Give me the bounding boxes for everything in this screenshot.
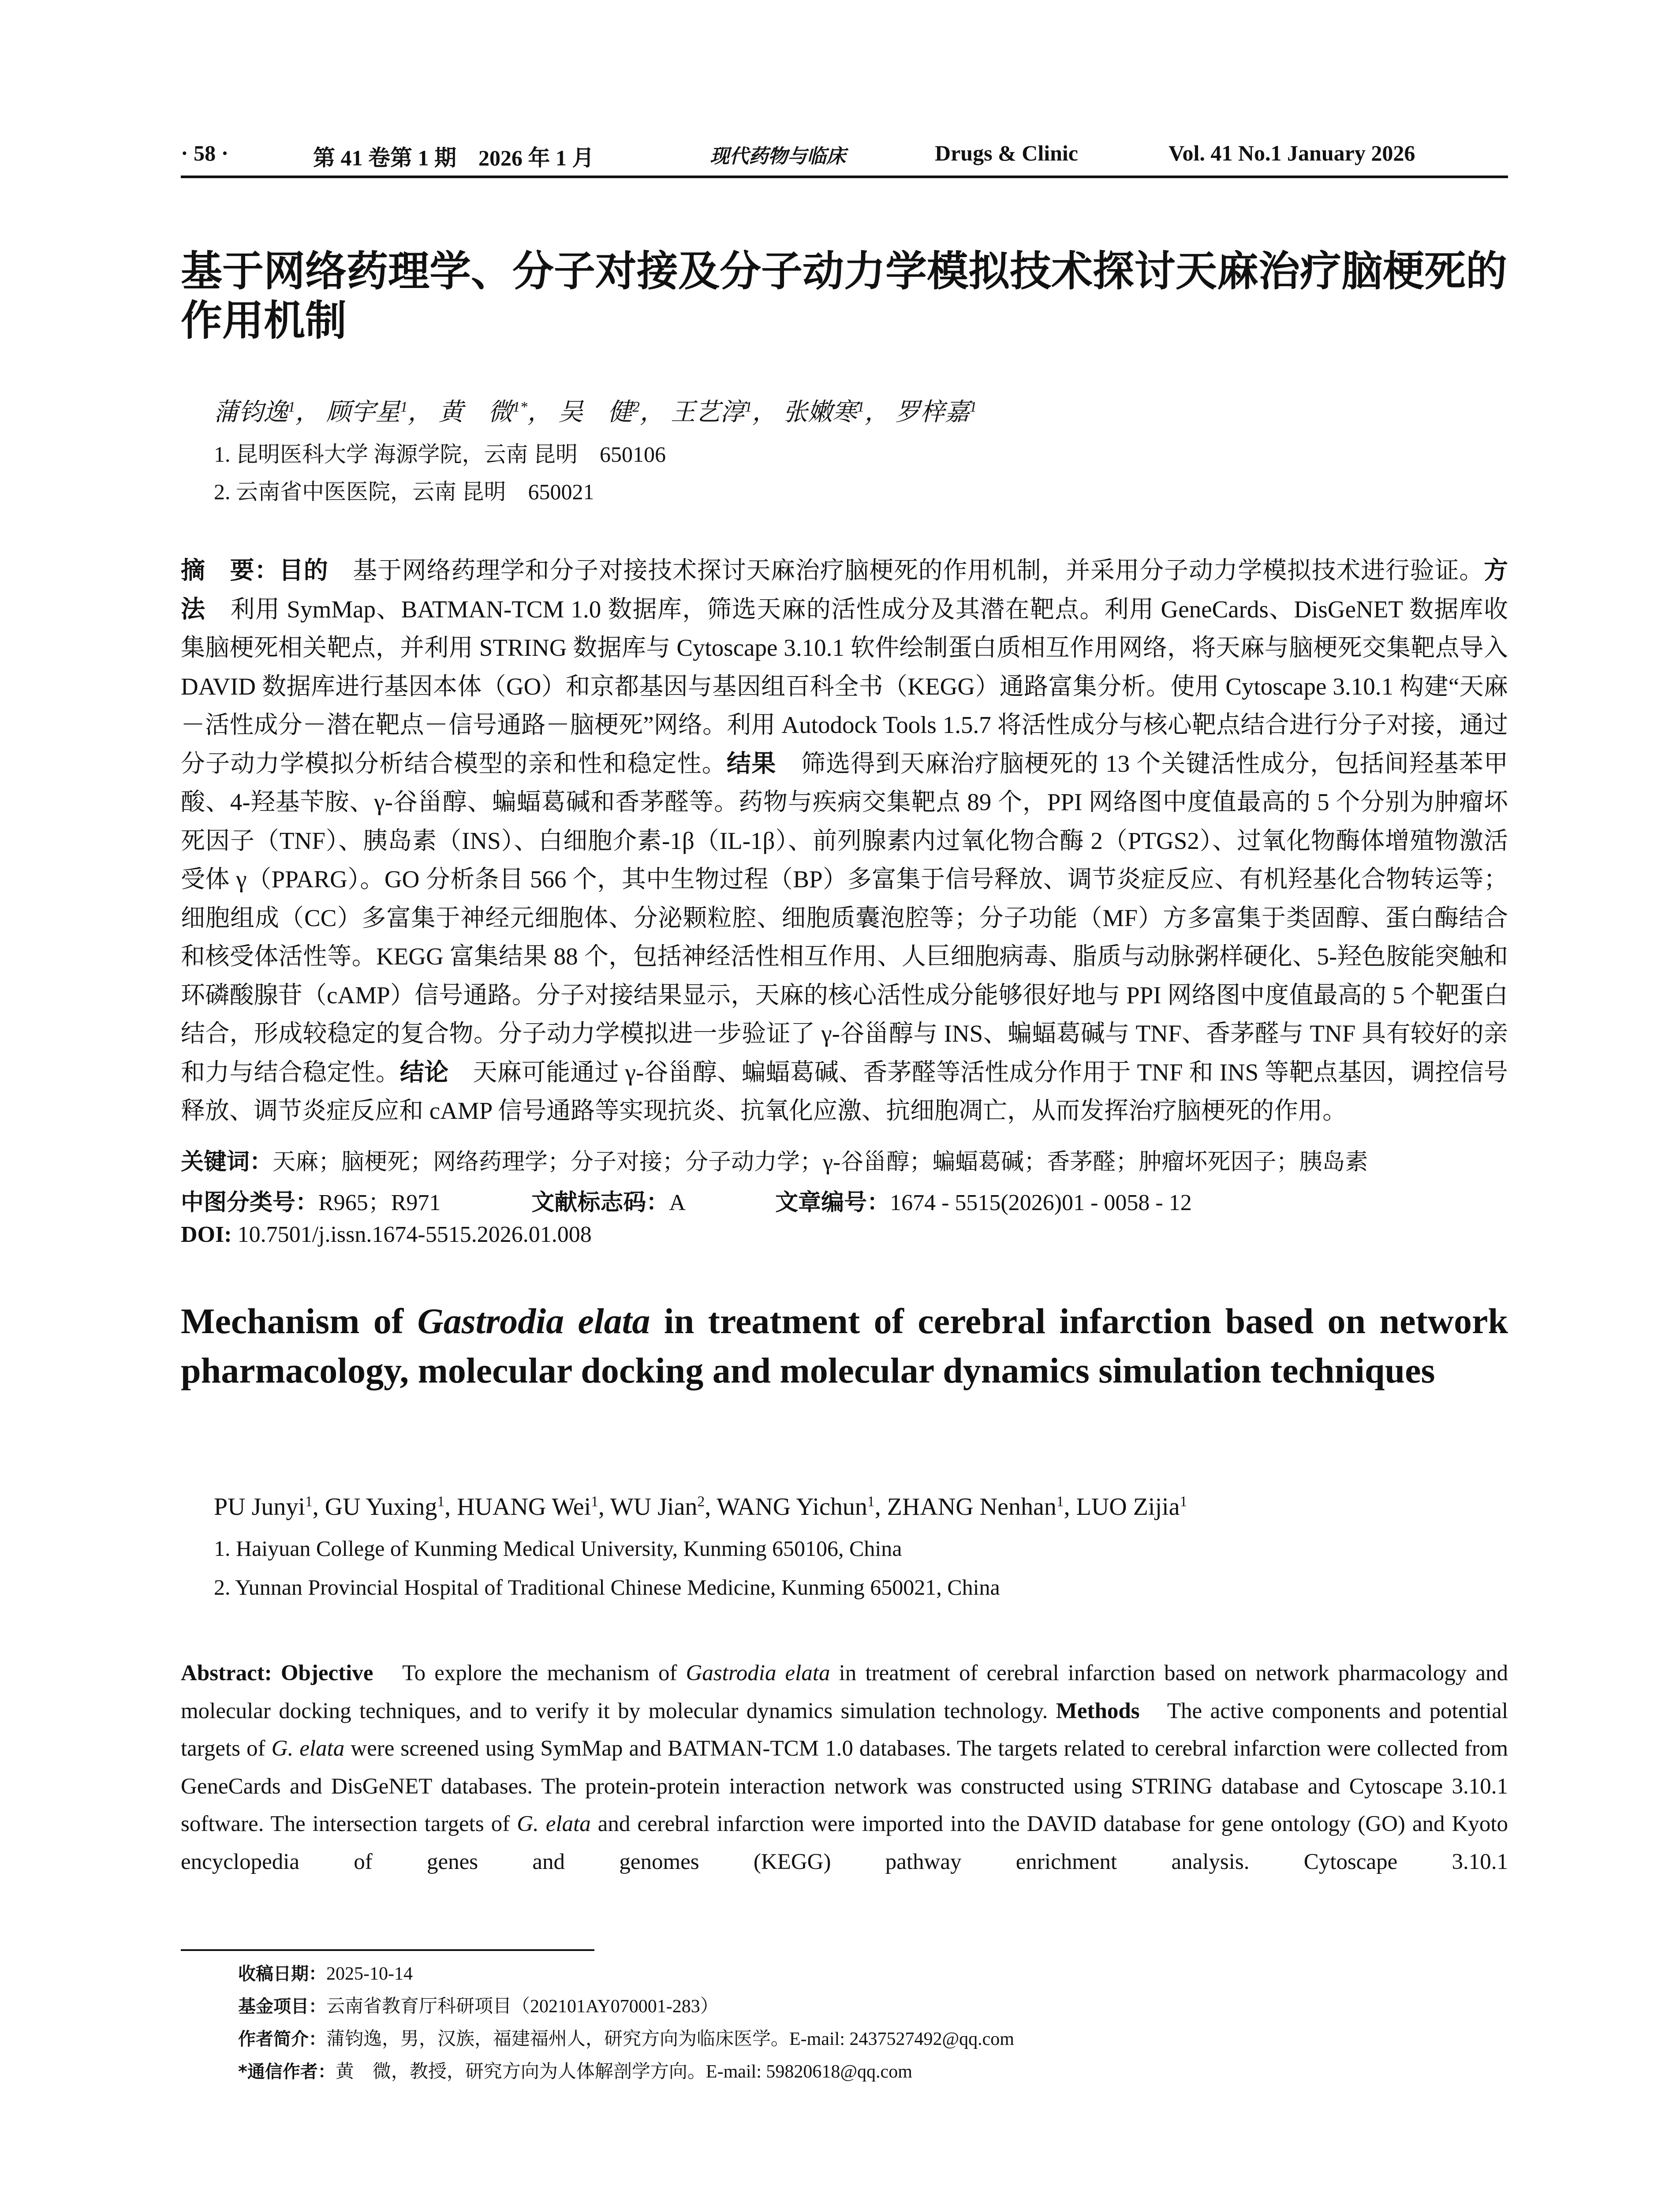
author: 黄 微 [438, 399, 513, 426]
footnote-corresponding [238, 2059, 912, 2084]
objective-text: 基于网络药理学和分子对接技术探讨天麻治疗脑梗死的作用机制，并采用分子动力学模拟技术进行验证。 [328, 557, 1484, 584]
running-header [181, 140, 1508, 176]
author-sup: 1 [288, 399, 295, 415]
results-label: 结果 [727, 749, 777, 777]
article-no-value: 1674 - 5515(2026)01 - 0058 - 12 [890, 1190, 1192, 1215]
footnote-value: 云南省教育厅科研项目（202101AY070001-283） [326, 1996, 719, 2017]
affiliation-en-2: 2. Yunnan Provincial Hospital of Traditional Chinese Medicine, Kunming 650021, China [214, 1575, 1000, 1600]
clc-label: 中图分类号： [181, 1189, 319, 1216]
abstract-text: were screened using SymMap and BATMAN-TCM 1.0 databases. The targets related to cerebral infarction were collected from GeneCards and DisGeNET databases. The protein-protein interaction network was constructed using STRING database and Cytoscape 3.10.1 software. The intersection targets of [181, 1736, 1508, 1836]
author-sup: 1 [437, 1493, 445, 1510]
author-sup: 1 [305, 1493, 313, 1510]
conclusion-text: 天麻可能通过 γ-谷甾醇、蝙蝠葛碱、香茅醛等活性成分作用于 TNF 和 INS 等靶点基因，调控信号释放、调节炎症反应和 cAMP 信号通路等实现抗炎、抗氧化应激、抗细胞凋亡，从而发挥治疗脑梗死的作用。 [181, 1058, 1508, 1124]
author: 蒲钧逸 [214, 399, 288, 426]
authors-cn: 蒲钧逸$^1$， 顾宇星$^1$， 黄 微$^{1*}$， 吴 健$^2$， 王艺淳$^1$， 张嫩寒$^1$， 罗梓嘉$^1$ [214, 399, 977, 426]
abstract-text: The active components and potential targets of [181, 1698, 1508, 1761]
footnote-label: 作者简介： [238, 2029, 326, 2049]
clc-value: R965；R971 [318, 1190, 441, 1215]
author-sup: 2 [632, 399, 640, 415]
affiliation-cn-2: 2. 云南省中医医院，云南 昆明 650021 [214, 479, 594, 504]
footnote-label: 收稿日期： [238, 1964, 326, 1984]
author: LUO Zijia [1076, 1493, 1180, 1521]
abstract-en [181, 1655, 1508, 1881]
author: 王艺淳 [670, 399, 745, 426]
authors-en: PU Junyi$^1$, GU Yuxing$^1$, HUANG Wei$^1$, WU Jian$^2$, WANG Yichun$^1$, ZHANG Nenhan$^1$, LUO Zijia$^1$ [214, 1493, 1187, 1521]
footnote-value: 黄 微，教授，研究方向为人体解剖学方向。E-mail: 59820618@qq.com [335, 2062, 912, 2082]
doc-code-label: 文献标志码： [531, 1189, 669, 1216]
author-sup: 1 [969, 399, 977, 415]
abstract-en-label: Abstract: Objective [181, 1661, 373, 1686]
footnote-value: 2025-10-14 [326, 1964, 413, 1984]
author: WANG Yichun [717, 1493, 867, 1521]
title-species: Gastrodia elata [417, 1301, 650, 1341]
title-text: in treatment of cerebral infarction based on network pharmacology, molecular docking and molecular dynamics simulation techniques [181, 1301, 1508, 1390]
footnote-label: 基金项目： [238, 1996, 326, 2017]
author: 罗梓嘉 [895, 399, 970, 426]
journal-name-en: Drugs & Clinic [935, 141, 1078, 165]
title-text: Mechanism of [181, 1301, 418, 1341]
abstract-text: To explore the mechanism of [373, 1661, 686, 1686]
classification [181, 1184, 1192, 1217]
author: HUANG Wei [457, 1493, 591, 1521]
species-name: Gastrodia elata [686, 1661, 830, 1686]
footnote-received [238, 1962, 413, 1986]
author: WU Jian [610, 1493, 698, 1521]
footnote-label: *通信作者： [238, 2062, 336, 2082]
abstract-text: in treatment of cerebral infarction based on network pharmacology and molecular docking techniques, and to verify it by molecular dynamics simulation technology. [181, 1661, 1508, 1723]
abstract-label: 摘 要： [181, 556, 280, 584]
keywords-value: 天麻；脑梗死；网络药理学；分子对接；分子动力学；γ-谷甾醇；蝙蝠葛碱；香茅醛；肿瘤坏死因子；胰岛素 [273, 1150, 1368, 1175]
author-sup: 1 [867, 1493, 875, 1510]
author: ZHANG Nenhan [887, 1493, 1057, 1521]
abstract-text: and cerebral infarction were imported into the DAVID database for gene ontology (GO) and Kyoto encyclopedia of genes and genomes (KEGG) pathway enrichment analysis. Cytoscape 3.10.1 [181, 1812, 1508, 1874]
author: 吴 健 [558, 399, 633, 426]
title-cn: 基于网络药理学、分子对接及分子动力学模拟技术探讨天麻治疗脑梗死的作用机制 [181, 247, 1508, 345]
author-sup: 1 [1056, 1493, 1064, 1510]
keywords [181, 1143, 1368, 1176]
author: PU Junyi [214, 1493, 305, 1521]
author: 张嫩寒 [783, 399, 857, 426]
results-text: 筛选得到天麻治疗脑梗死的 13 个关键活性成分，包括间羟基苯甲酸、4-羟基苄胺、γ-谷甾醇、蝙蝠葛碱和香茅醛等。药物与疾病交集靶点 89 个，PPI 网络图中度值最高的 5 个分别为肿瘤坏死因子（TNF）、胰岛素（INS）、白细胞介素-1β（IL-1β）、前列腺素内过氧化物合酶 2（PTGS2）、过氧化物酶体增殖物激活受体 γ（PPARG）。GO 分析条目 566 个，其中生物过程（BP）多富集于信号释放、调节炎症反应、有机羟基化合物转运等；细胞组成（CC）多富集于神经元细胞体、分泌颗粒腔、细胞质囊泡腔等；分子功能（MF）方多富集于类固醇、蛋白酶结合和核受体活性等。KEGG 富集结果 88 个，包括神经活性相互作用、人巨细胞病毒、脂质与动脉粥样硬化、5-羟色胺能突触和环磷酸腺苷（cAMP）信号通路。分子对接结果显示，天麻的核心活性成分能够很好地与 PPI 网络图中度值最高的 5 个靶蛋白结合，形成较稳定的复合物。分子动力学模拟进一步验证了 γ-谷甾醇与 INS、蝙蝠葛碱与 TNF、香茅醛与 TNF 具有较好的亲和力与结合稳定性。 [181, 750, 1508, 1086]
affiliation-cn-1: 1. 昆明医科大学 海源学院，云南 昆明 650106 [214, 442, 666, 467]
footnote-rule [181, 1949, 594, 1951]
page-number: · 58 · [181, 141, 229, 165]
article-no-label: 文章编号： [775, 1189, 890, 1216]
author-sup: 1* [512, 399, 528, 415]
author: GU Yuxing [325, 1493, 437, 1521]
header-rule [181, 176, 1508, 178]
footnote-author-bio [238, 2027, 1014, 2052]
author-sup: 1 [1180, 1493, 1187, 1510]
methods-text: 利用 SymMap、BATMAN-TCM 1.0 数据库，筛选天麻的活性成分及其潜在靶点。利用 GeneCards、DisGeNET 数据库收集脑梗死相关靶点，并利用 STRING 数据库与 Cytoscape 3.10.1 软件绘制蛋白质相互作用网络，将天麻与脑梗死交集靶点导入 DAVID 数据库进行基因本体（GO）和京都基因与基因组百科全书（KEGG）通路富集分析。使用 Cytoscape 3.10.1 构建“天麻－活性成分－潜在靶点－信号通路－脑梗死”网络。利用 Autodock Tools 1.5.7 将活性成分与核心靶点结合进行分子对接，通过分子动力学模拟分析结合模型的亲和性和稳定性。 [181, 595, 1508, 777]
methods-label: 方法 [181, 556, 1508, 623]
author-sup: 2 [697, 1493, 705, 1510]
issue-cn: 第 41 卷第 1 期 2026 年 1 月 [313, 146, 594, 170]
doi-value[interactable]: 10.7501/j.issn.1674-5515.2026.01.008 [237, 1222, 592, 1247]
methods-en-label: Methods [1056, 1698, 1140, 1723]
author-sup: 1 [400, 399, 408, 415]
doi [181, 1222, 592, 1248]
doc-code-value: A [669, 1190, 685, 1215]
author-sup: 1 [591, 1493, 598, 1510]
doi-label: DOI: [181, 1222, 232, 1247]
objective-label: 目的 [279, 556, 329, 584]
author-sup: 1 [744, 399, 752, 415]
author: 顾宇星 [326, 399, 400, 426]
affiliation-en-1: 1. Haiyuan College of Kunming Medical University, Kunming 650106, China [214, 1536, 902, 1561]
title-en [181, 1297, 1508, 1395]
journal-name-cn: 现代药物与临床 [710, 145, 846, 168]
footnote-funding [238, 1994, 719, 2019]
keywords-label: 关键词： [181, 1149, 273, 1175]
species-name: G. elata [517, 1812, 591, 1836]
species-name: G. elata [271, 1736, 345, 1761]
issue-en: Vol. 41 No.1 January 2026 [1169, 141, 1415, 165]
conclusion-label: 结论 [399, 1058, 449, 1086]
author-sup: 1 [857, 399, 865, 415]
footnote-value: 蒲钧逸，男，汉族，福建福州人，研究方向为临床医学。E-mail: 2437527492@qq.com [326, 2029, 1014, 2049]
abstract-cn [181, 551, 1508, 1130]
